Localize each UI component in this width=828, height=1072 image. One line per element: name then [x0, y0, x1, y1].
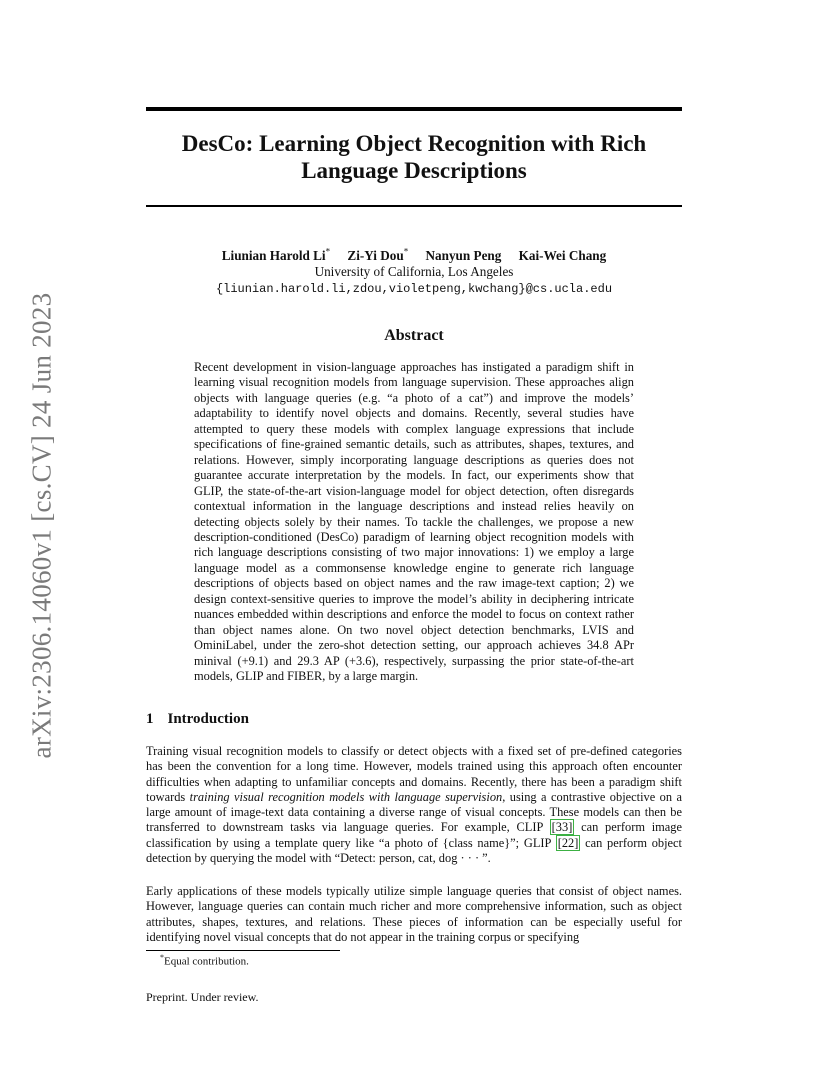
citation-link[interactable]: [33] [551, 820, 573, 835]
author-name: Liunian Harold Li* [221, 247, 331, 264]
author-emails: {liunian.harold.li,zdou,violetpeng,kwchang}@cs.ucla.edu [215, 282, 613, 297]
author-names [146, 244, 682, 264]
emphasis: training visual recognition models with language supervision [189, 789, 503, 804]
author-name: Zi-Yi Dou* [347, 247, 409, 264]
section-title: Introduction [167, 711, 249, 727]
paper-title: DesCo: Learning Object Recognition with Rich Language Descriptions [181, 131, 647, 183]
abstract-text: Recent development in vision-language approaches has instigated a paradigm shift in learning visual recognition models from language supervision. These approaches align objects with language queries (e.g. “a photo of a cat”) and improve the models’ adaptability to identify novel objects and domains. Recently, several studies have attempted to query these models with complex language expressions that include specifications of fine-grained semantic details, such as attributes, shapes, textures, and relations. However, simply incorporating language descriptions as queries does not guarantee accurate interpretation by the models. In fact, our experiments show that GLIP, the state-of-the-art vision-language model for object detection, often disregards contextual information in the language descriptions and instead relies heavily on detecting objects solely by their names. To tackle the challenges, we propose a new description-conditioned (DesCo) paradigm of learning object recognition models with rich language descriptions consisting of two major innovations: 1) we employ a large language model as a commonsense knowledge engine to generate rich language descriptions of objects based on object names and the raw image-text caption; 2) we design context-sensitive queries to improve the model’s ability in deciphering intricate nuances embedded within descriptions and enforce the model to focus on context rather than object names alone. On two novel object detection benchmarks, LVIS and OminiLabel, under the zero-shot detection setting, our approach achieves 34.8 APr minival (+9.1) and 29.3 AP (+3.6), respectively, surpassing the prior state-of-the-art models, GLIP and FIBER, by a large margin. [194, 360, 634, 684]
affiliation: University of California, Los Angeles [314, 264, 514, 280]
section-heading [146, 711, 249, 728]
title-rule-bottom [146, 205, 682, 207]
author-block [146, 244, 682, 297]
section-number: 1 [146, 711, 154, 727]
title-rule-top [146, 107, 682, 111]
arxiv-stamp: arXiv:2306.14060v1 [cs.CV] 24 Jun 2023 [26, 292, 57, 758]
abstract-heading: Abstract [384, 327, 444, 344]
intro-paragraph-2: Early applications of these models typically utilize simple language queries that consist of object names. However, language queries can contain much richer and more comprehensive information, such as object attributes, shapes, textures, and relations. These pieces of information can be especially useful for identifying novel visual concepts that do not appear in the training corpus or specifying [146, 884, 682, 944]
author-name: Nanyun Peng [425, 248, 502, 264]
footnote-rule [146, 950, 340, 951]
intro-paragraph-1: Training visual recognition models to classify or detect objects with a fixed set of pre-defined categories has been the convention for a long time. However, models trained using this approach often encounter difficulties when adapting to unfamiliar concepts and domains. Recently, there has been a paradigm shift towards training visual recognition models with language supervision, using a contrastive objective on a large amount of image-text data containing a diverse range of visual concepts. These models can then be transferred to downstream tasks via language queries. For example, CLIP [33] can perform image classification by using a template query like “a photo of {class name}”; GLIP [22] can perform object detection by querying the model with “Detect: person, cat, dog · · · ”. [146, 744, 682, 866]
author-name: Kai-Wei Chang [518, 248, 607, 264]
footnote: *Equal contribution. [160, 953, 249, 968]
preprint-note: Preprint. Under review. [146, 990, 259, 1004]
citation-link[interactable]: [22] [557, 835, 579, 850]
